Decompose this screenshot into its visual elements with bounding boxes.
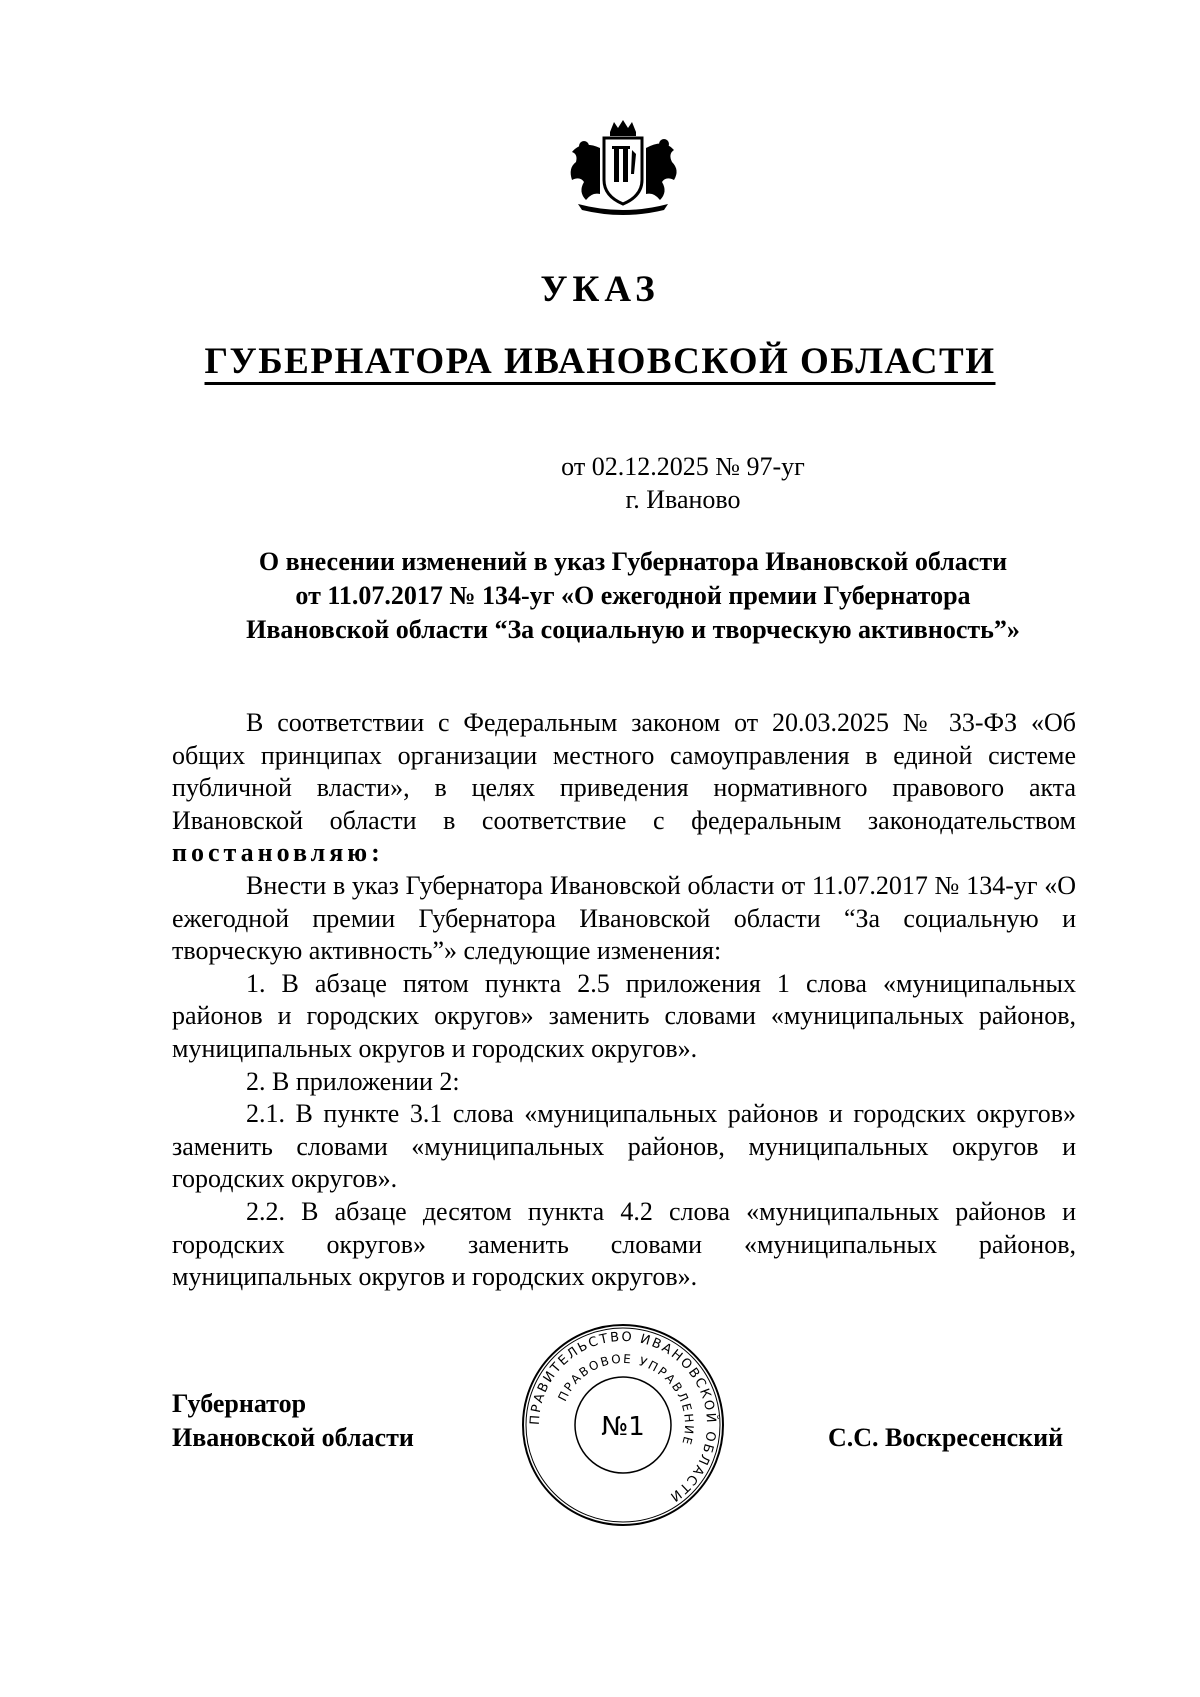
body-paragraph: 2.2. В абзаце десятом пункта 4.2 слова «муниципальных районов и городских округов» заменить словами «муниципальных районов, муниципальных округов и городских округов». — [172, 1196, 1076, 1292]
city: г. Иваново — [625, 485, 741, 514]
signatory-name: С.С. Воскресенский — [828, 1423, 1064, 1452]
decree-word: постановляю: — [172, 838, 384, 868]
document-subject — [150, 545, 1116, 647]
signatory-position — [172, 1387, 414, 1455]
issuer-title-text: ГУБЕРНАТОРА ИВАНОВСКОЙ ОБЛАСТИ — [204, 341, 996, 382]
official-stamp — [520, 1322, 726, 1528]
issuer-title — [0, 340, 1200, 383]
document-body — [172, 707, 1076, 1294]
subject-line: от 11.07.2017 № 134-уг «О ежегодной премии Губернатора — [295, 581, 971, 610]
stamp-inner-text: ПРАВОВОЕ УПРАВЛЕНИЕ — [555, 1351, 697, 1448]
document-type-title: УКАЗ — [540, 269, 660, 310]
body-paragraph: 2.1. В пункте 3.1 слова «муниципальных районов и городских округов» заменить словами «муниципальных районов, муниципальных округов и городских округов». — [172, 1099, 1076, 1194]
signatory-position-line: Ивановской области — [172, 1423, 414, 1452]
body-paragraph: 1. В абзаце пятом пункта 2.5 приложения 1 слова «муниципальных районов и городских округов» заменить словами «муниципальных районов, муниципальных округов и городских округов». — [172, 968, 1076, 1063]
subject-line: О внесении изменений в указ Губернатора Ивановской области — [258, 547, 1008, 576]
coat-of-arms-icon — [560, 118, 686, 218]
date-number: от 02.12.2025 № 97-уг — [561, 452, 805, 481]
signatory-position-line: Губернатор — [172, 1389, 307, 1418]
subject-line: Ивановской области “За социальную и творческую активность”» — [246, 615, 1020, 644]
stamp-number: №1 — [601, 1412, 645, 1442]
stamp-outer-text: ПРАВИТЕЛЬСТВО ИВАНОВСКОЙ ОБЛАСТИ — [527, 1329, 719, 1506]
preamble-text: В соответствии с Федеральным законом от 20.03.2025 № 33-ФЗ «Об общих принципах организации местного самоуправления в единой системе публичной власти», в целях приведения нормативного правового акта Ивановской области в соответствие с федеральным законодательством — [172, 708, 1076, 835]
body-paragraph: 2. В приложении 2: — [246, 1066, 460, 1096]
body-paragraph: Внести в указ Губернатора Ивановской области от 11.07.2017 № 134-уг «О ежегодной премии Губернатора Ивановской области “За социальную и творческую активность”» следующие изменения: — [172, 870, 1076, 966]
preamble-paragraph — [172, 707, 1076, 870]
